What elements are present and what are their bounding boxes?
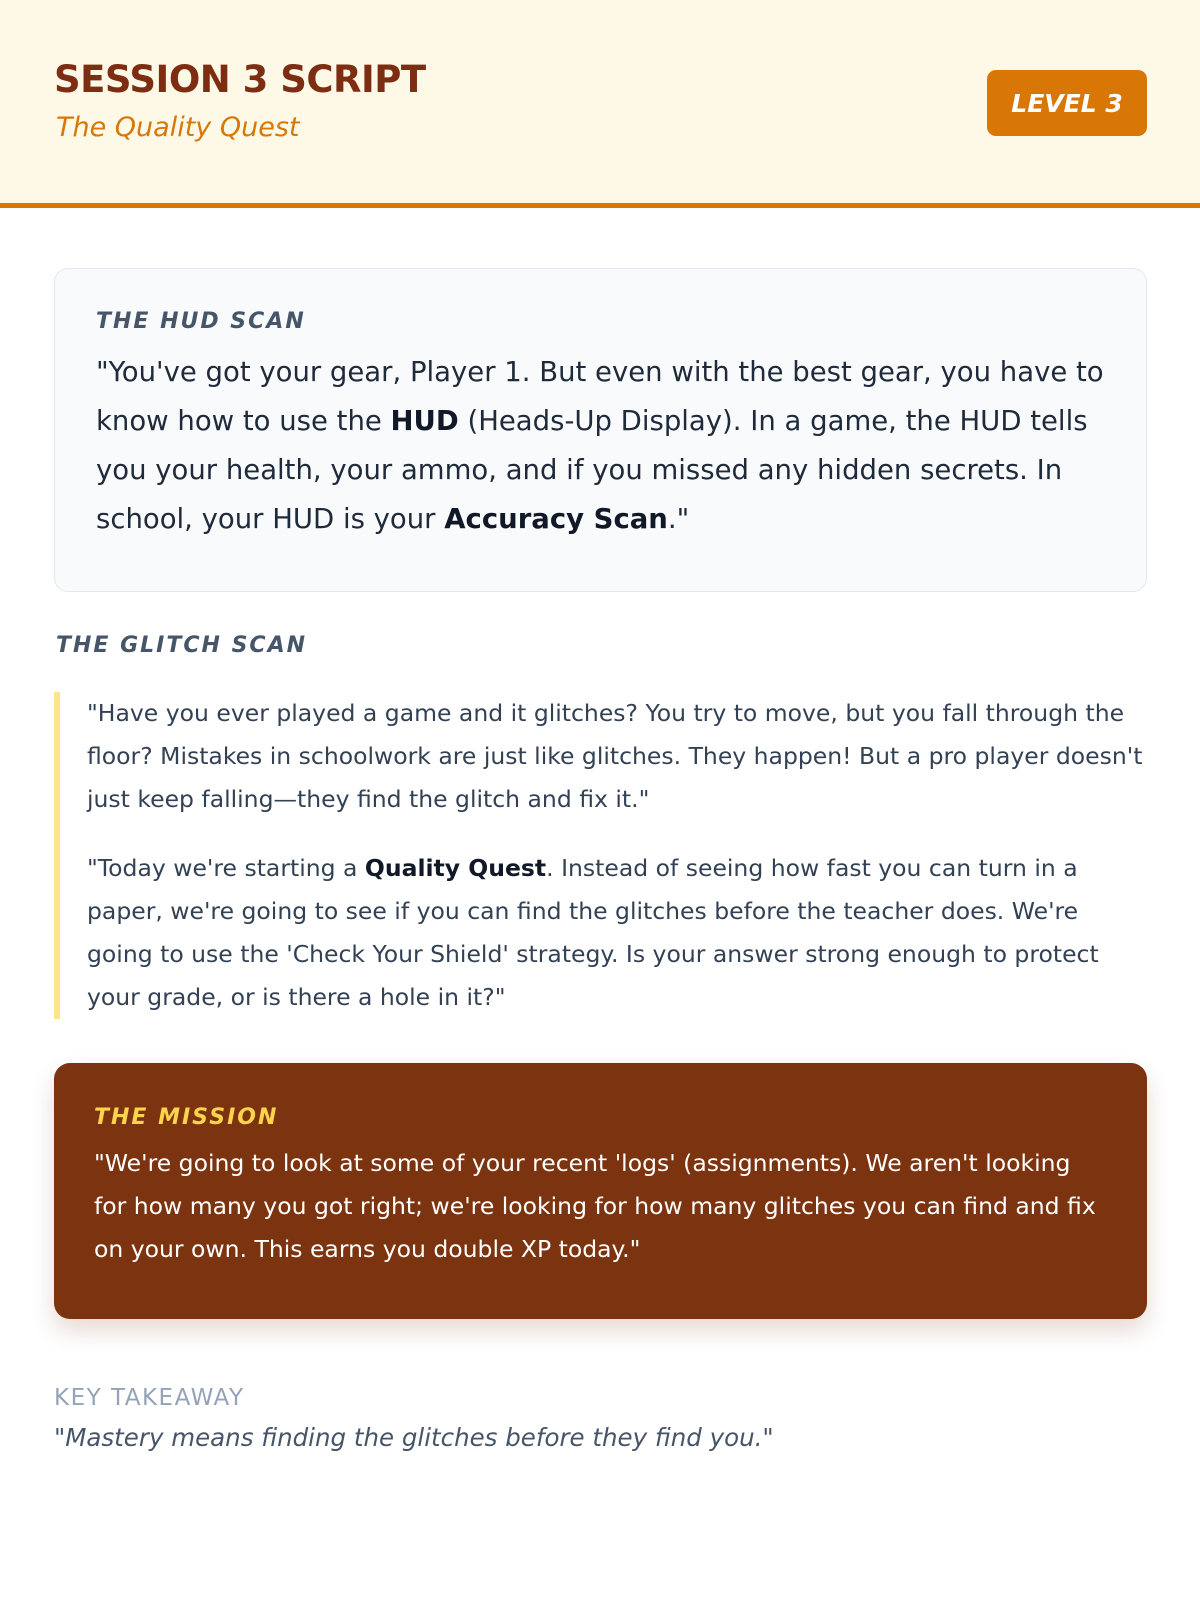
- page-subtitle: The Quality Quest: [56, 112, 300, 143]
- hud-text-part-2: (Heads-Up Display). In a game, the HUD tells you your health, your ammo, and if you missed any hidden secrets. In school, your HUD is your: [96, 405, 1088, 535]
- hud-text-part-1: "You've got your gear, Player 1. But even with the best gear, you have to know how to use the: [96, 356, 1104, 437]
- hud-scan-label: THE HUD SCAN: [96, 309, 306, 334]
- glitch-scan-quote: [54, 692, 1147, 1019]
- hud-scan-text: [96, 348, 1106, 544]
- level-badge: LEVEL 3: [987, 70, 1147, 136]
- mission-card: [54, 1063, 1147, 1319]
- page-header: [0, 0, 1200, 208]
- page-title: SESSION 3 SCRIPT: [54, 58, 426, 101]
- glitch-p2-part-1: "Today we're starting a: [87, 854, 365, 882]
- glitch-p2-part-2: . Instead of seeing how fast you can turn in a paper, we're going to see if you can find the glitches before the teacher does. We're going to use the 'Check Your Shield' strategy. Is your answer strong enough to protect your grade, or is there a hole in it?": [87, 854, 1099, 1011]
- hud-text-part-3: .": [667, 503, 690, 535]
- mission-label: THE MISSION: [94, 1105, 279, 1130]
- glitch-paragraph-1: "Have you ever played a game and it glitches? You try to move, but you fall through the floor? Mistakes in schoolwork are just like glitches. They happen! But a pro player doesn't just keep falling—they find the glitch and fix it.": [87, 699, 1143, 813]
- accuracy-scan-term: Accuracy Scan: [444, 503, 668, 535]
- quality-quest-term: Quality Quest: [364, 854, 547, 882]
- key-takeaway-label: KEY TAKEAWAY: [54, 1385, 245, 1411]
- glitch-scan-label: THE GLITCH SCAN: [56, 633, 308, 658]
- mission-text: "We're going to look at some of your recent 'logs' (assignments). We aren't looking for how many you got right; we're looking for how many glitches you can find and fix on your own. This earns you double XP today.": [94, 1149, 1096, 1263]
- key-takeaway-quote: "Mastery means finding the glitches before they find you.": [54, 1423, 774, 1452]
- hud-term: HUD: [390, 405, 459, 437]
- glitch-paragraph-2: [87, 847, 1147, 1019]
- hud-scan-card: [54, 268, 1147, 592]
